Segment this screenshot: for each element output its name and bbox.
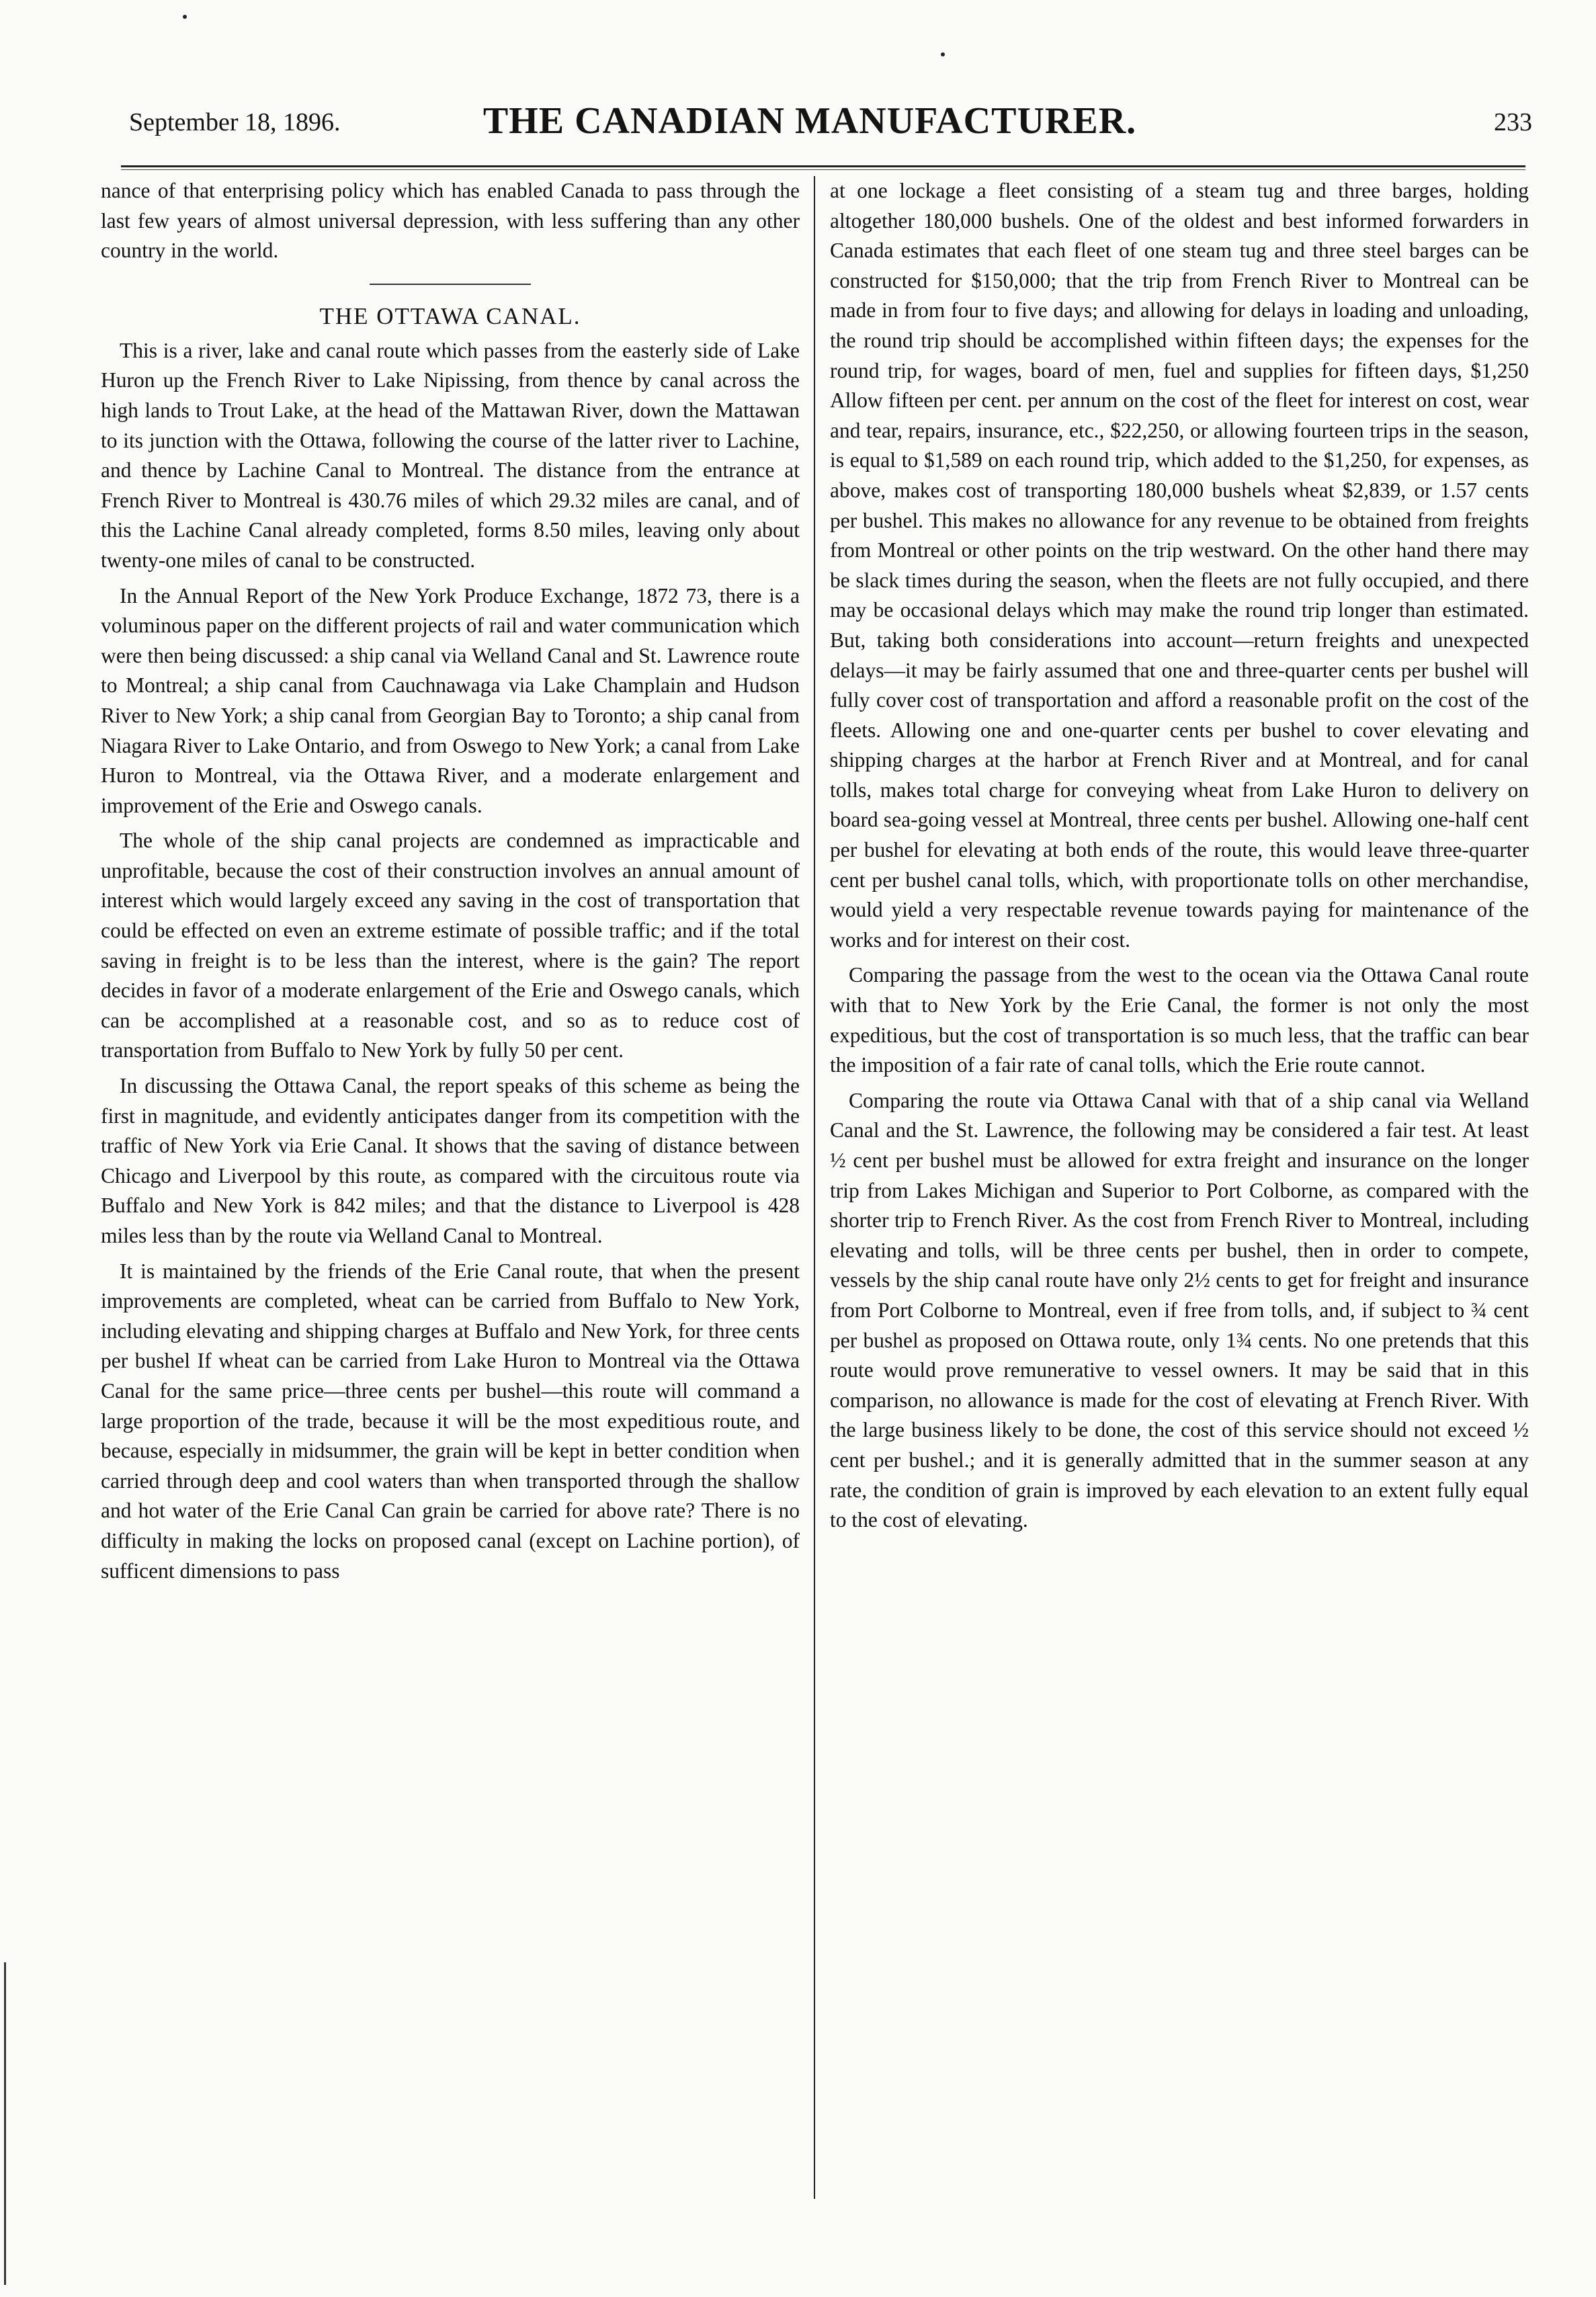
article-paragraph: In the Annual Report of the New York Produce Exchange, 1872 73, there is a voluminous paper on the different projects of rail and water communication which were then being discussed: a ship canal via Welland Canal and St. Lawrence route to Montreal; a ship canal from Cauchnawaga via Lake Champlain and Hudson River to New York; a ship canal from Georgian Bay to Toronto; a ship canal from Niagara River to Lake Ontario, and from Oswego to New York; a canal from Lake Huron to Montreal, via the Ottawa River, and a moderate enlargement and improvement of the Erie and Oswego canals.	[101, 583, 800, 817]
article-paragraph: Comparing the route via Ottawa Canal with that of a ship canal via Welland Canal and the St. Lawrence, the following may be considered a fair test. At least ½ cent per bushel must be allowed for extra freight and insurance on the longer trip from Lakes Michigan and Superior to Port Colborne, as compared with the shorter trip to French River. As the cost from French River to Montreal, including elevating and tolls, will be three cents per bushel, then in order to compete, vessels by the ship canal route have only 2½ cents to get for freight and insurance from Port Colborne to Montreal, even if free from tolls, and, if subject to ¾ cent per bushel as proposed on Ottawa route, only 1¾ cents. No one pretends that this route would prove remunerative to vessel owners. It may be said that in this comparison, no allowance is made for the cost of elevating at French River. With the large business likely to be done, the cost of this service should not exceed ½ cent per bushel.; and it is generally admitted that in the summer season at any rate, the condition of grain is improved by each elevation to an extent fully equal to the cost of elevating.	[830, 1088, 1529, 1532]
right-column	[830, 176, 1529, 2199]
speck-mark	[183, 15, 187, 19]
page-number: 233	[1494, 108, 1532, 136]
article-paragraph: The whole of the ship canal projects are condemned as impracticable and unprofitable, because the cost of their construction involves an annual amount of interest which would largely exceed any saving in the cost of transportation that could be effected on even an extreme estimate of possible traffic; and if the total saving in freight is to be less than the interest, where is the gain? The report decides in favor of a moderate enlargement of the Erie and Oswego canals, which can be accomplished at a reasonable cost, and so as to reduce cost of transportation from Buffalo to New York by fully 50 per cent.	[101, 829, 800, 1062]
page-header	[87, 94, 1532, 155]
issue-date: September 18, 1896.	[129, 108, 341, 136]
column-divider	[814, 176, 815, 2199]
article-paragraph: In discussing the Ottawa Canal, the report speaks of this scheme as being the first in magnitude, and evidently anticipates danger from its competition with the traffic of New York via Erie Canal. It shows that the saving of distance between Chicago and Liverpool by this route, as compared with the circuitous route via Buffalo and New York is 842 miles; and that the distance to Liverpool is 428 miles less than by the route via Welland Canal to Montreal.	[101, 1074, 800, 1247]
header-rule	[121, 165, 1525, 167]
continued-paragraph: nance of that enterprising policy which has enabled Canada to pass through the last few years of almost universal depression, with less suffering than any other country in the world.	[101, 179, 800, 263]
article-paragraph: Comparing the passage from the west to the ocean via the Ottawa Canal route with that to New York by the Erie Canal, the former is not only the most expeditious, but the cost of transportation is so much less, that the traffic can bear the imposition of a fair rate of canal tolls, which the Erie route cannot.	[830, 963, 1529, 1077]
binding-edge-mark	[4, 1962, 13, 2285]
speck-mark	[941, 52, 945, 56]
article-paragraph: This is a river, lake and canal route which passes from the easterly side of Lake Huron up the French River to Lake Nipissing, from thence by canal across the high lands to Trout Lake, at the head of the Mattawan River, down the Mattawan to its junction with the Ottawa, following the course of the latter river to Lachine, and thence by Lachine Canal to Montreal. The distance from the entrance at French River to Montreal is 430.76 miles of which 29.32 miles are canal, and of this the Lachine Canal already completed, forms 8.50 miles, leaving only about twenty-one miles of canal to be constructed.	[101, 338, 800, 572]
section-divider	[370, 284, 531, 285]
article-paragraph: It is maintained by the friends of the Erie Canal route, that when the present improvements are completed, wheat can be carried from Buffalo to New York, including elevating and shipping charges at Buffalo and New York, for three cents per bushel If wheat can be carried from Lake Huron to Montreal via the Ottawa Canal for the same price—three cents per bushel—this route will command a large proportion of the trade, because it will be the most expeditious route, and because, especially in midsummer, the grain will be kept in better condition when carried through deep and cool waters than when transported through the shallow and hot water of the Erie Canal Can grain be carried for above rate? There is no difficulty in making the locks on proposed canal (except on Lachine portion), of sufficent dimensions to pass	[101, 1259, 800, 1583]
left-column	[101, 176, 800, 2199]
header-rule-thin	[121, 169, 1525, 170]
article-title: THE OTTAWA CANAL.	[319, 302, 581, 329]
publication-title: THE CANADIAN MANUFACTURER.	[482, 100, 1137, 142]
continued-paragraph: at one lockage a fleet consisting of a steam tug and three barges, holding altogether 180,000 bushels. One of the oldest and best informed forwarders in Canada estimates that each fleet of one steam tug and three steel barges can be constructed for $150,000; that the trip from French River to Montreal can be made in from four to five days; and allowing for delays in loading and unloading, the round trip should be accomplished within fifteen days; the expenses for the round trip, for wages, board of men, fuel and supplies for fifteen days, $1,250 Allow fifteen per cent. per annum on the cost of the fleet for interest on cost, wear and tear, repairs, insurance, etc., $22,250, or allowing fourteen trips in the season, is equal to $1,589 on each round trip, which added to the $1,250, for expenses, as above, makes cost of transporting 180,000 bushels wheat $2,839, or 1.57 cents per bushel. This makes no allowance for any revenue to be obtained from freights from Montreal or other points on the trip westward. On the other hand there may be slack times during the season, when the fleets are not fully occupied, and there may be occasional delays which may make the round trip longer than estimated. But, taking both considerations into account—return freights and unexpected delays—it may be fairly assumed that one and three-quarter cents per bushel will fully cover cost of transportation and afford a reasonable profit on the cost of the fleets. Allowing one and one-quarter cents per bushel to cover elevating and shipping charges at the harbor at French River and at Montreal, and for canal tolls, makes total charge for conveying wheat from Lake Huron to delivery on board sea-going vessel at Montreal, three cents per bushel. Allowing one-half cent per bushel for elevating at both ends of the route, this would leave three-quarter cent per bushel canal tolls, which, with proportionate tolls on other merchandise, would yield a very respectable revenue towards paying for maintenance of the works and for interest on their cost.	[830, 179, 1529, 952]
